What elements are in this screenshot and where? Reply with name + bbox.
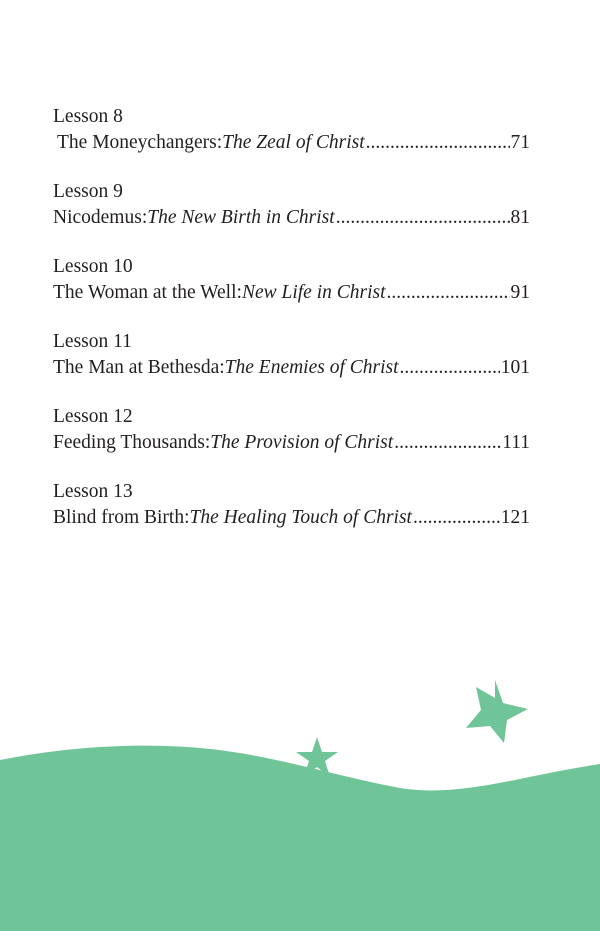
lesson-subject: Nicodemus: [53,207,148,228]
lesson-subject: The Moneychangers: [57,132,223,153]
green-hills-decoration [0,660,600,931]
lesson-theme: The Provision of Christ [210,432,394,453]
lesson-subject: Blind from Birth: [53,507,190,528]
lesson-theme: The Enemies of Christ [224,357,399,378]
toc-entry-lesson-10[interactable] [53,254,530,306]
page-number: 71 [510,132,530,153]
lesson-number: Lesson 10 [53,256,133,277]
lesson-title-line [53,355,530,381]
lesson-title-line [53,205,530,231]
dot-leader [394,430,501,456]
lesson-title-line [53,430,530,456]
lesson-theme: The New Birth in Christ [147,207,335,228]
dot-leader [400,355,500,381]
lesson-title-line [53,280,530,306]
table-of-contents [53,104,530,554]
page-number: 81 [510,207,530,228]
lesson-subject: Feeding Thousands: [53,432,211,453]
toc-entry-lesson-12[interactable] [53,404,530,456]
lesson-theme: The Zeal of Christ [222,132,365,153]
toc-entry-lesson-13[interactable] [53,479,530,531]
dot-leader [336,205,510,231]
lesson-number: Lesson 12 [53,406,133,427]
dot-leader [366,130,510,156]
lesson-title-line [53,130,530,156]
lesson-number: Lesson 13 [53,481,133,502]
lesson-subject: The Man at Bethesda: [53,357,225,378]
lesson-subject: The Woman at the Well: [53,282,242,303]
lesson-theme: The Healing Touch of Christ [189,507,412,528]
toc-entry-lesson-8[interactable] [53,104,530,156]
toc-entry-lesson-11[interactable] [53,329,530,381]
green-hill [0,746,600,931]
lesson-theme: New Life in Christ [241,282,386,303]
star-icon [466,680,528,743]
lesson-title-line [53,505,530,531]
page-number: 111 [502,432,530,453]
dot-leader [387,280,510,306]
lesson-number: Lesson 11 [53,331,132,352]
dot-leader [413,505,500,531]
page-number: 91 [510,282,530,303]
page-number: 101 [500,357,530,378]
page-number: 121 [500,507,530,528]
lesson-number: Lesson 9 [53,181,123,202]
lesson-number: Lesson 8 [53,106,123,127]
toc-entry-lesson-9[interactable] [53,179,530,231]
